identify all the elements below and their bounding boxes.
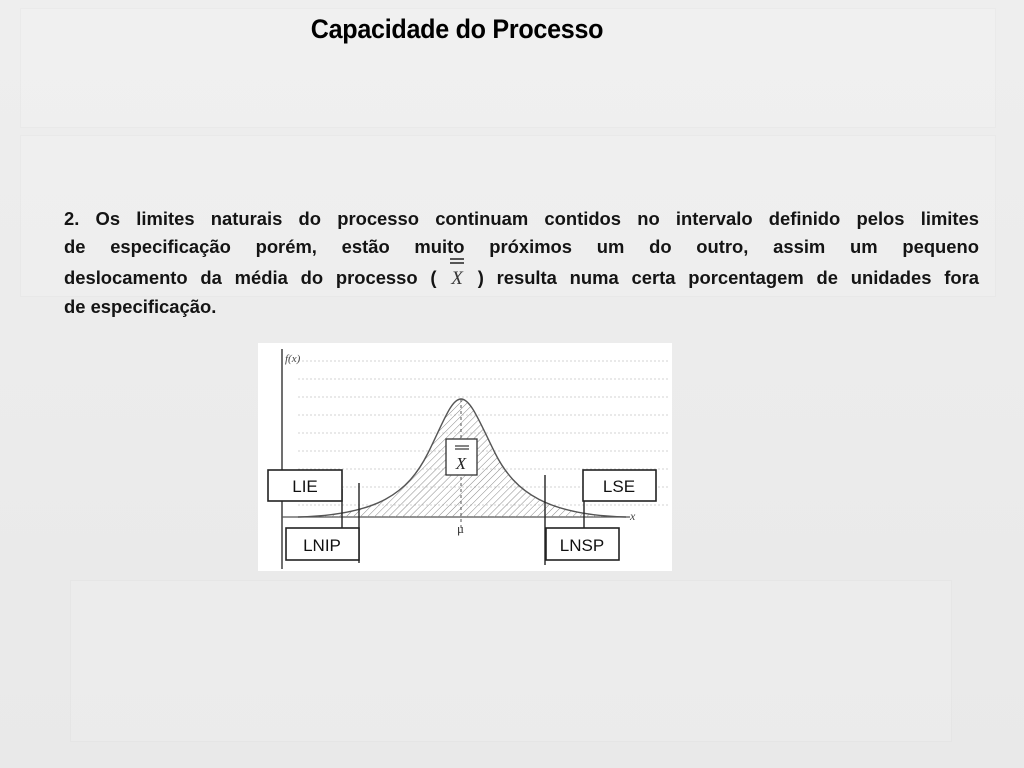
x-axis-label: x [630, 509, 636, 523]
background-panel [70, 580, 952, 742]
paragraph-line: de especificação porém, estão muito próximos um do outro, assim um pequeno [64, 236, 979, 257]
process-capability-figure [258, 343, 672, 571]
lnip-label: LNIP [303, 536, 341, 555]
paragraph-text: deslocamento da média do processo ( [64, 267, 437, 288]
paragraph-text: ) resulta numa certa porcentagem de unidades fora [477, 267, 979, 288]
paragraph-line: de especificação. [64, 296, 217, 317]
xbar-label: X [455, 454, 467, 473]
paragraph-line [64, 264, 979, 293]
lie-label: LIE [292, 477, 318, 496]
grand-mean-symbol: X [449, 265, 465, 293]
y-axis-label: f(x) [285, 353, 301, 365]
lse-label: LSE [602, 477, 636, 496]
paragraph-line: 2. Os limites naturais do processo continuam contidos no intervalo definido pelos limites [64, 208, 979, 229]
body-paragraph [64, 205, 979, 321]
slide-title: Capacidade do Processo [310, 14, 604, 44]
lnsp-label: LNSP [559, 536, 605, 555]
normal-distribution-diagram [258, 343, 672, 571]
mu-label: μ [457, 521, 464, 536]
